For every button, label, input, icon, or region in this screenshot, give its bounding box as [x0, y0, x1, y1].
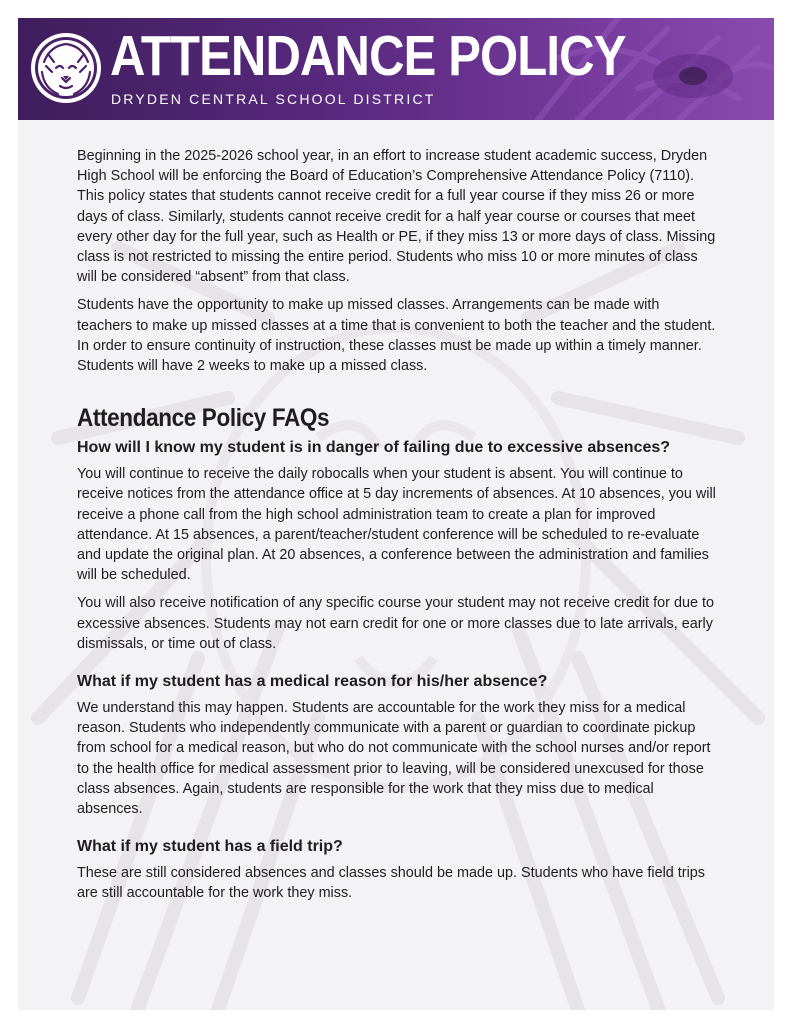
lion-mascot-icon — [30, 32, 102, 104]
faq-answer-1-paragraph-1: You will continue to receive the daily robocalls when your student is absent. You will continue to receive notices from the attendance office at 5 day increments of absences. At 10 absences, you will receive a phone call from the high school administration team to create a plan for improved attendance. At 15 absences, a parent/teacher/student conference will be scheduled to re-evaluate and update the original plan. At 20 absences, a conference between the administration and families will be scheduled. — [77, 466, 716, 584]
intro-paragraph-2: Students have the opportunity to make up missed classes. Arrangements can be made with teachers to make up missed classes at a time that is convenient to both the teacher and the student. In order to ensure continuity of instruction, these classes must be made up within a timely manner. Students will have 2 weeks to make up a missed class. — [77, 297, 716, 375]
page-title: ATTENDANCE POLICY — [110, 24, 626, 88]
main-content — [77, 146, 717, 912]
intro-paragraph-1: Beginning in the 2025-2026 school year, in an effort to increase student academic success, Dryden High School will be enforcing the Board of Education’s Comprehensive Attendance Policy (7110). This policy states that students cannot receive credit for a full year course if they miss 26 or more days of class. Similarly, students cannot receive credit for a half year course or courses that meet every other day for the full year, such as Health or PE, if they miss 13 or more days of class. Missing class is not restricted to missing the entire period. Students who miss 10 or more minutes of class will be considered “absent” from that class. — [77, 148, 716, 286]
faq-answer-3: These are still considered absences and classes should be made up. Students who have field trips are still accountable for the work they miss. — [77, 865, 705, 902]
page-sheet — [18, 18, 774, 1010]
district-name: DRYDEN CENTRAL SCHOOL DISTRICT — [111, 91, 436, 107]
faq-question-1: How will I know my student is in danger of failing due to excessive absences? — [77, 439, 671, 457]
faq-question-3: What if my student has a field trip? — [77, 838, 343, 856]
faq-answer-1-paragraph-2: You will also receive notification of any specific course your student may not receive credit for due to excessive absences. Students may not earn credit for one or more classes due to late arrivals, early dismissals, or time out of class. — [77, 595, 714, 652]
header-banner — [18, 18, 774, 120]
faq-question-2: What if my student has a medical reason for his/her absence? — [77, 673, 548, 691]
faq-heading: Attendance Policy FAQs — [77, 404, 330, 433]
faq-answer-2: We understand this may happen. Students are accountable for the work they miss for a medical reason. Students who independently communicate with a parent or guardian to coordinate pickup from school for a medical reason, but who do not communicate with the school nurses and/or report to the health office for medical assessment prior to leaving, will be considered unexcused for those class absences. Again, students are responsible for the work that they miss due to medical absences. — [77, 700, 711, 818]
